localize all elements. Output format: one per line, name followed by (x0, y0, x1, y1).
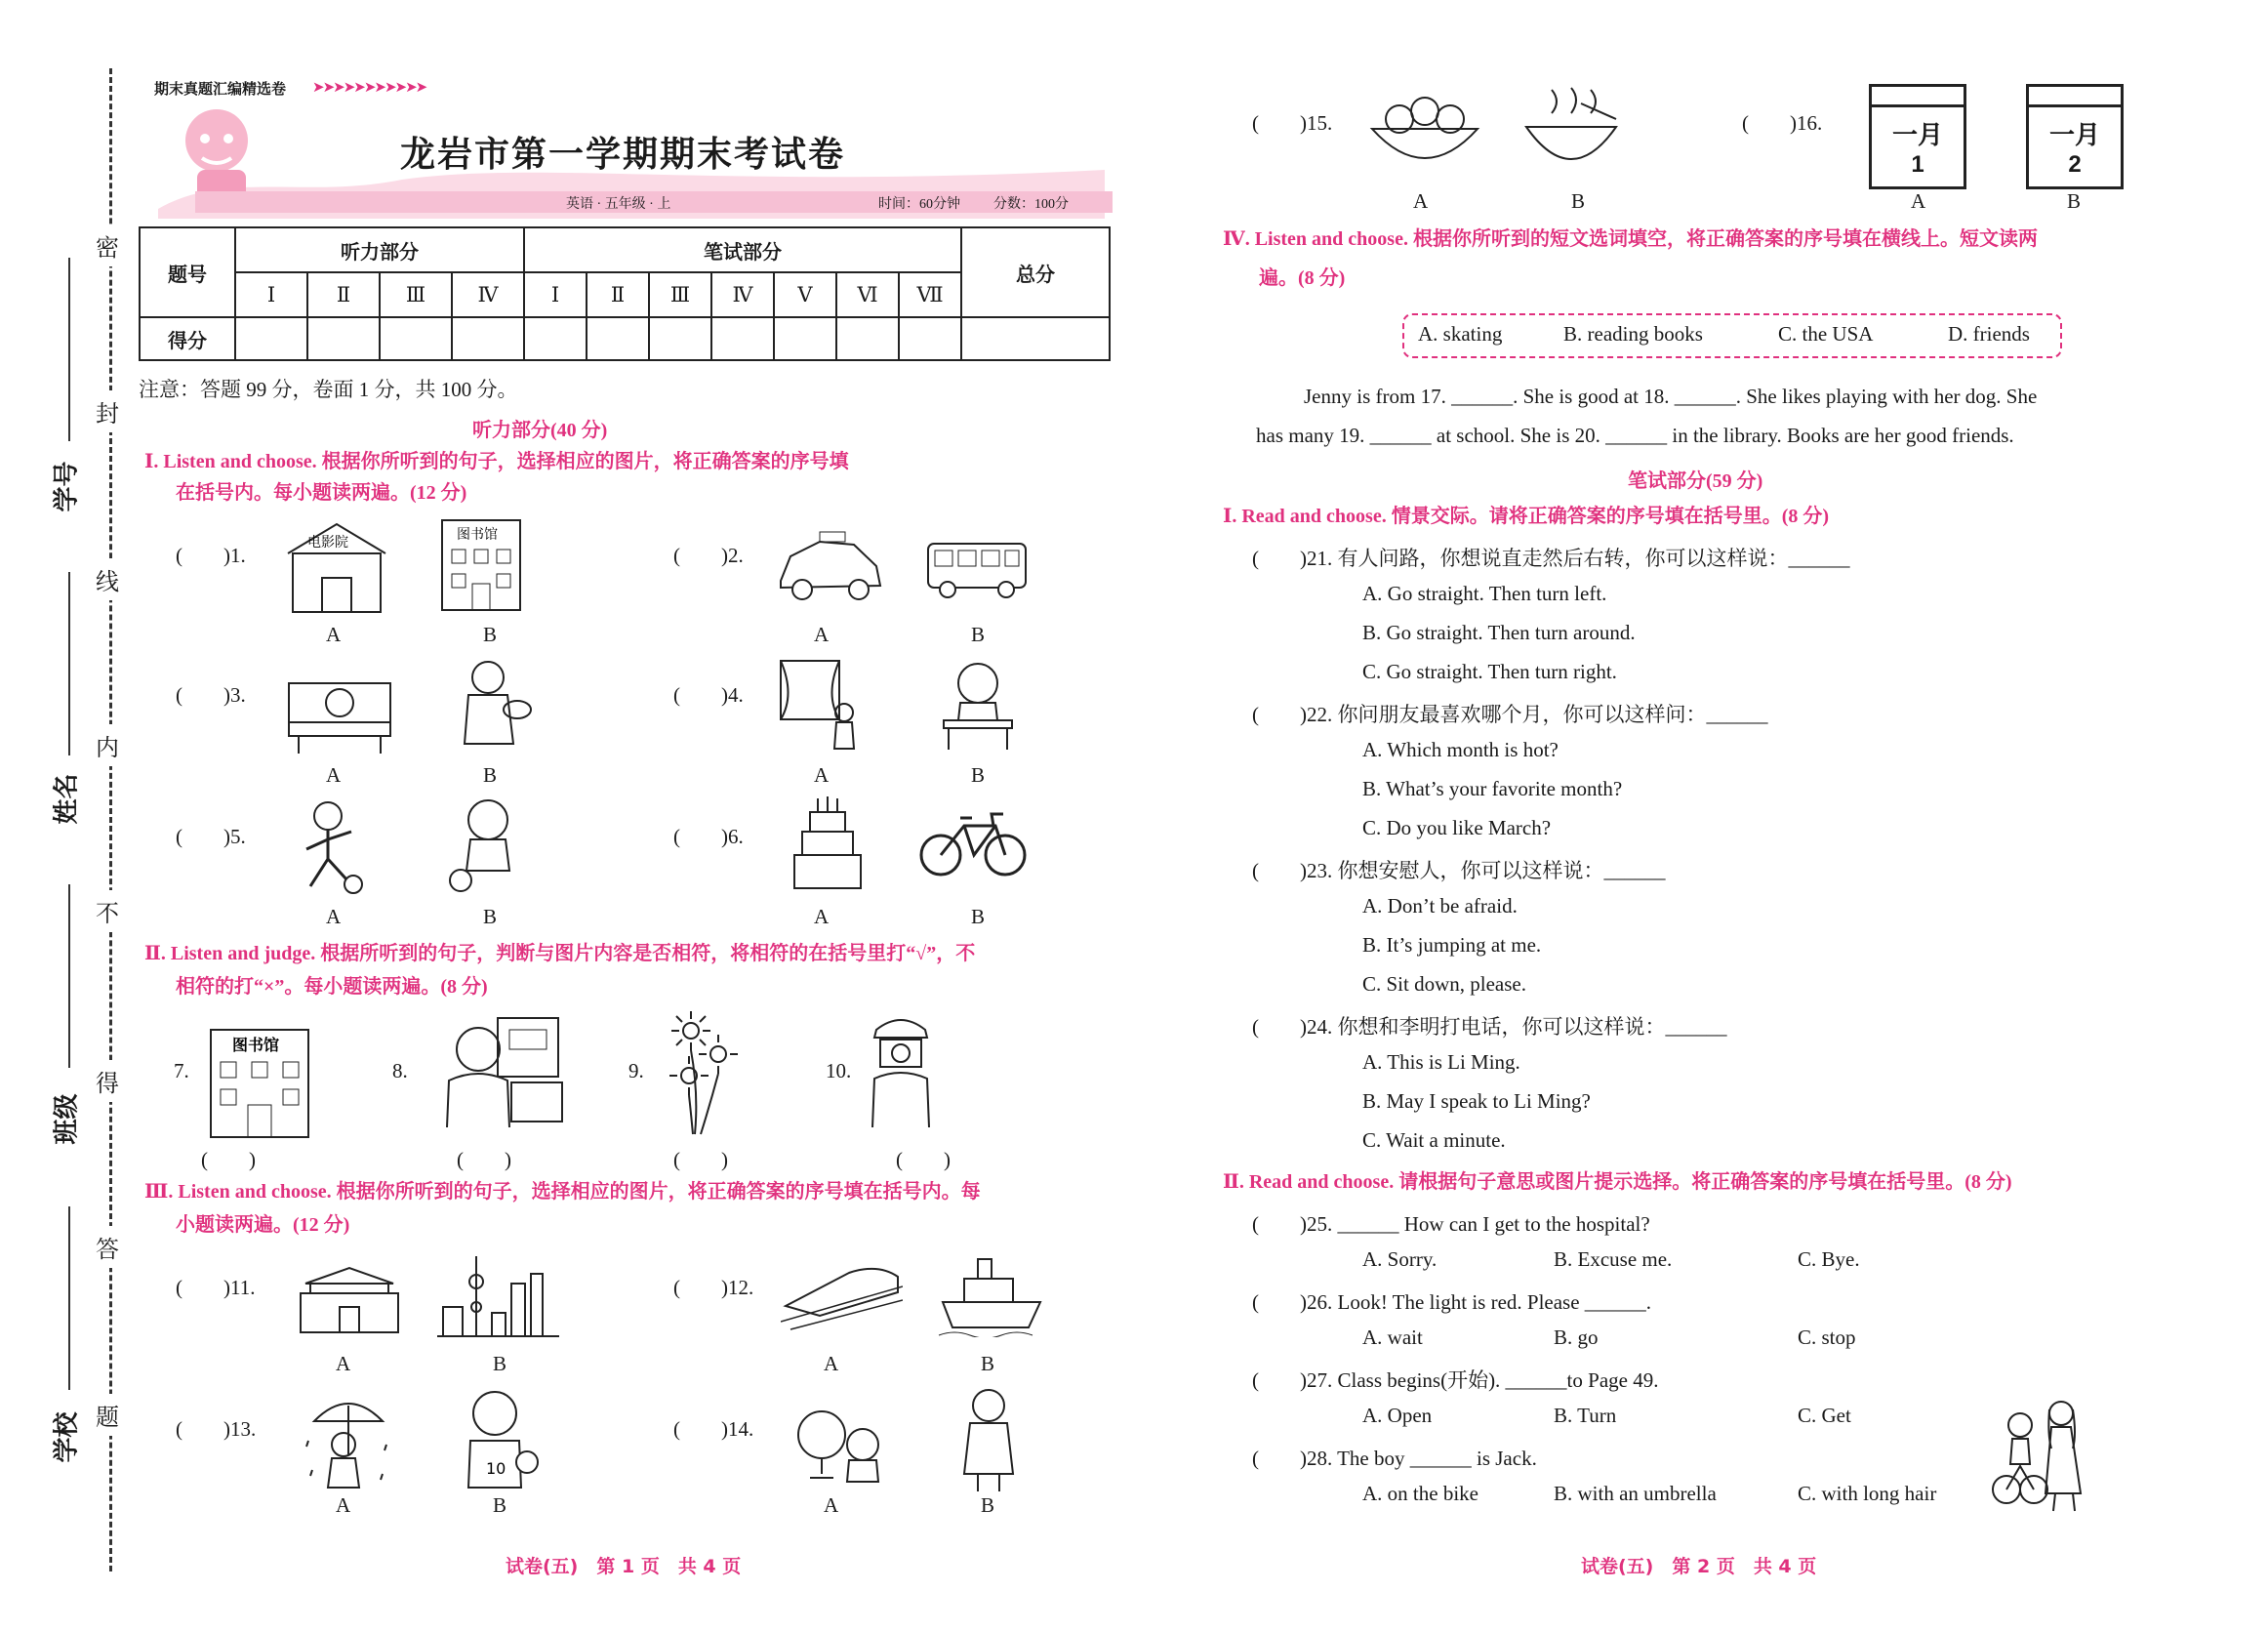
total-header: 总分 (961, 227, 1110, 317)
writing-header: 笔试部分 (524, 227, 961, 272)
judge-item-10: 10. (826, 1059, 852, 1082)
school-label: 学校 (52, 1411, 81, 1463)
question-27[interactable]: ( )27. Class begins(开始). ______to Page 49. (1252, 1368, 1659, 1392)
boy-basketball-icon (441, 796, 539, 894)
answer-bracket-13[interactable]: ( )13. (176, 1417, 257, 1441)
answer-bracket-4[interactable]: ( )4. (673, 683, 744, 707)
choice[interactable]: A. This is Li Ming. (1362, 1050, 1520, 1074)
option-label-b: B (483, 763, 498, 787)
train-icon (781, 1257, 903, 1330)
choice[interactable]: A. Go straight. Then turn left. (1362, 582, 1607, 605)
calendar-day: 1 (1911, 151, 1924, 178)
seal-char: 题 (96, 1394, 119, 1436)
piano-icon (281, 664, 398, 756)
exam-title: 龙岩市第一学期期末考试卷 (400, 135, 846, 175)
listening-header: 听力部分 (235, 227, 524, 272)
option-label-b: B (971, 623, 986, 646)
library-building-icon (201, 1025, 318, 1142)
calendar-month: 一月 (2048, 120, 2100, 149)
seal-char: 答 (96, 1226, 119, 1268)
option-label-b: B (493, 1352, 507, 1375)
score-cell[interactable] (836, 317, 899, 360)
boy-at-desk-icon (939, 656, 1017, 754)
option-label-a: A (336, 1493, 351, 1517)
seal-char: 封 (96, 390, 119, 432)
writing-section-1-instruction: Ⅰ. Read and choose. 情景交际。请将正确答案的序号填在括号里。(8 分) (1223, 506, 1830, 527)
seal-char: 不 (96, 890, 119, 932)
svg-text:10: 10 (486, 1459, 506, 1478)
choice[interactable]: C. stop (1798, 1326, 1856, 1349)
section-2-instruction: Ⅱ. Listen and judge. 根据所听到的句子，判断与图片内容是否相符，将相符的在括号里打“√”，不 (144, 943, 976, 964)
score-cell[interactable] (307, 317, 380, 360)
option-label-b: B (1571, 189, 1586, 213)
question-28[interactable]: ( )28. The boy ______ is Jack. (1252, 1447, 1537, 1470)
option-label-a: A (336, 1352, 351, 1375)
judge-bracket-10[interactable]: ( ) (896, 1148, 951, 1171)
choice[interactable]: B. go (1554, 1326, 1599, 1349)
row-label-score: 得分 (140, 317, 235, 360)
girl-standing-icon (954, 1386, 1023, 1493)
word-bank-option: A. skating (1418, 322, 1503, 346)
name-label: 姓名 (52, 773, 81, 825)
score-cell[interactable] (649, 317, 711, 360)
choice[interactable]: C. Get (1798, 1404, 1851, 1427)
choice[interactable]: B. What’s your favorite month? (1362, 777, 1623, 800)
boy-football-icon (293, 798, 371, 896)
answer-bracket-12[interactable]: ( )12. (673, 1276, 754, 1299)
choice[interactable]: A. on the bike (1362, 1482, 1478, 1505)
question-22[interactable]: ( )22. 你问朋友最喜欢哪个月，你可以这样问：______ (1252, 703, 1768, 726)
passage-line-1: Jenny is from 17. ______. She is good at 18. ______. She likes playing with her dog. She (1304, 385, 2038, 408)
option-label-b: B (971, 763, 986, 787)
choice[interactable]: C. Do you like March? (1362, 816, 1552, 839)
word-bank-option: C. the USA (1778, 322, 1874, 346)
score-cell[interactable] (587, 317, 649, 360)
option-label-a: A (824, 1493, 839, 1517)
answer-bracket-14[interactable]: ( )14. (673, 1417, 754, 1441)
choice[interactable]: A. Don’t be afraid. (1362, 894, 1518, 918)
choice[interactable]: A. wait (1362, 1326, 1423, 1349)
choice[interactable]: B. It’s jumping at me. (1362, 933, 1542, 957)
bicycle-icon (917, 804, 1030, 882)
judge-item-7: 7. (174, 1059, 189, 1082)
score-cell[interactable] (774, 317, 836, 360)
subject-info: 英语 · 五年级 · 上 (566, 197, 671, 212)
col-header: Ⅳ (452, 272, 524, 317)
answer-bracket-11[interactable]: ( )11. (176, 1276, 256, 1299)
fan-and-girl-icon (792, 1406, 890, 1484)
girl-violin-icon (451, 656, 539, 754)
section-4-instruction-cont: 遍。(8 分) (1259, 267, 1346, 289)
score-cell[interactable] (524, 317, 587, 360)
section-4-instruction: Ⅳ. Listen and choose. 根据你所听到的短文选词填空，将正确答案的序号填在横线上。短文读两 (1223, 228, 2038, 250)
col-header: Ⅳ (711, 272, 774, 317)
class-label: 班级 (52, 1093, 81, 1145)
col-header: Ⅶ (899, 272, 961, 317)
cinema-sign-text: 电影院 (307, 535, 348, 551)
section-1-instruction-cont: 在括号内。每小题读两遍。(12 分) (176, 482, 467, 504)
library-building-sign-text: 图书馆 (232, 1036, 280, 1054)
series-tag: 期末真题汇编精选卷 (154, 81, 287, 98)
word-bank-option: B. reading books (1563, 322, 1703, 346)
seal-char: 线 (96, 558, 119, 600)
option-label-b: B (981, 1493, 995, 1517)
choice[interactable]: C. Go straight. Then turn right. (1362, 660, 1617, 683)
stage-child-icon (776, 656, 873, 754)
seal-char: 内 (96, 724, 119, 766)
answer-bracket-2[interactable]: ( )2. (673, 544, 744, 567)
choice[interactable]: C. Wait a minute. (1362, 1128, 1506, 1152)
question-26[interactable]: ( )26. Look! The light is red. Please ______. (1252, 1290, 1652, 1314)
listening-title: 听力部分(40 分) (472, 420, 608, 441)
col-header: Ⅰ (235, 272, 307, 317)
score-cell[interactable] (235, 317, 307, 360)
judge-bracket-9[interactable]: ( ) (673, 1148, 728, 1171)
taxi-icon (771, 527, 888, 605)
person-camera-icon (857, 1010, 945, 1132)
section-1-instruction: Ⅰ. Listen and choose. 根据你所听到的句子，选择相应的图片，将正确答案的序号填 (144, 451, 849, 472)
score-info: 分数：100分 (993, 197, 1069, 212)
ship-icon (935, 1249, 1047, 1337)
judge-item-8: 8. (392, 1059, 408, 1082)
kid-mascot-icon (185, 109, 248, 204)
score-note: 注意：答题 99 分，卷面 1 分，共 100 分。 (139, 378, 518, 401)
score-cell[interactable] (961, 317, 1110, 360)
class-line (68, 884, 70, 1068)
option-label-a: A (326, 905, 342, 928)
cinema-icon (283, 519, 390, 617)
calendar-jan-2 (2026, 84, 2124, 189)
option-label-a: A (1911, 189, 1926, 213)
col-header: Ⅱ (307, 272, 380, 317)
calendar-jan-1 (1869, 84, 1966, 189)
option-label-b: B (2067, 189, 2082, 213)
question-21[interactable]: ( )21. 有人问路，你想说直走然后右转，你可以这样说：______ (1252, 547, 1850, 570)
section-2-instruction-cont: 相符的打“×”。每小题读两遍。(8 分) (176, 976, 488, 998)
col-header: Ⅵ (836, 272, 899, 317)
student-id-line (68, 258, 70, 441)
choice[interactable]: B. Go straight. Then turn around. (1362, 621, 1636, 644)
answer-bracket-5[interactable]: ( )5. (176, 825, 246, 848)
writing-section-2-instruction: Ⅱ. Read and choose. 请根据句子意思或图片提示选择。将正确答案的序号填在括号里。(8 分) (1223, 1171, 2012, 1193)
col-header: Ⅴ (774, 272, 836, 317)
name-line (68, 572, 70, 755)
writing-title: 笔试部分(59 分) (1628, 470, 1763, 492)
answer-bracket-1[interactable]: ( )1. (176, 544, 246, 567)
option-label-a: A (824, 1352, 839, 1375)
option-label-b: B (493, 1493, 507, 1517)
option-label-b: B (483, 623, 498, 646)
option-label-a: A (326, 763, 342, 787)
choice[interactable]: A. Open (1362, 1404, 1433, 1427)
score-cell[interactable] (899, 317, 961, 360)
page-footer-left: 试卷(五) 第 1 页 共 4 页 (506, 1556, 742, 1577)
noodle-bowl-icon (1522, 84, 1620, 172)
basketball-player-icon (451, 1386, 539, 1493)
col-header: Ⅱ (587, 272, 649, 317)
score-cell[interactable] (380, 317, 452, 360)
option-label-a: A (814, 905, 830, 928)
choice[interactable]: B. May I speak to Li Ming? (1362, 1089, 1591, 1113)
choice[interactable]: C. Sit down, please. (1362, 972, 1526, 996)
question-23[interactable]: ( )23. 你想安慰人，你可以这样说：______ (1252, 859, 1666, 882)
judge-bracket-7[interactable]: ( ) (201, 1148, 256, 1171)
choice[interactable]: C. Bye. (1798, 1247, 1860, 1271)
judge-item-9: 9. (628, 1059, 644, 1082)
option-label-b: B (981, 1352, 995, 1375)
choice[interactable]: C. with long hair (1798, 1482, 1937, 1505)
option-label-b: B (483, 905, 498, 928)
calendar-month: 一月 (1891, 120, 1943, 149)
page-footer-right: 试卷(五) 第 2 页 共 4 页 (1581, 1556, 1817, 1577)
option-label-a: A (814, 623, 830, 646)
seal-char: 密 (96, 224, 119, 266)
answer-bracket-15[interactable]: ( )15. (1252, 111, 1333, 135)
birthday-cake-icon (789, 793, 867, 894)
score-cell[interactable] (711, 317, 774, 360)
col-header: Ⅲ (380, 272, 452, 317)
choice[interactable]: B. Turn (1554, 1404, 1617, 1427)
seal-char: 得 (96, 1060, 119, 1102)
choice[interactable]: A. Which month is hot? (1362, 738, 1559, 761)
calendar-day: 2 (2068, 151, 2082, 178)
section-3-instruction: Ⅲ. Listen and choose. 根据你所听到的句子，选择相应的图片，将正确答案的序号填在括号内。每 (144, 1181, 981, 1203)
choice[interactable]: B. with an umbrella (1554, 1482, 1717, 1505)
option-label-a: A (1413, 189, 1429, 213)
answer-bracket-6[interactable]: ( )6. (673, 825, 744, 848)
answer-bracket-16[interactable]: ( )16. (1742, 111, 1823, 135)
judge-bracket-8[interactable]: ( ) (457, 1148, 511, 1171)
question-24[interactable]: ( )24. 你想和李明打电话，你可以这样说：______ (1252, 1015, 1727, 1039)
series-arrows: ➤➤➤➤➤➤➤➤➤➤➤ (312, 80, 426, 96)
passage-line-2: has many 19. ______ at school. She is 20. ______ in the library. Books are her good friends. (1256, 424, 2014, 447)
shanghai-skyline-icon (437, 1254, 559, 1340)
bus-icon (923, 539, 1031, 602)
school-line (68, 1206, 70, 1390)
choice[interactable]: B. Excuse me. (1554, 1247, 1673, 1271)
option-label-b: B (971, 905, 986, 928)
question-25[interactable]: ( )25. ______ How can I get to the hospital? (1252, 1212, 1650, 1236)
row-label-number: 题号 (140, 227, 235, 317)
student-id-label: 学号 (52, 461, 81, 512)
word-bank-option: D. friends (1948, 322, 2030, 346)
boy-bike-woman-icon (1991, 1396, 2088, 1513)
person-computer-icon (429, 1010, 566, 1132)
child-umbrella-icon (304, 1386, 392, 1493)
col-header: Ⅲ (649, 272, 711, 317)
binding-dashed-line (109, 68, 112, 1571)
score-cell[interactable] (452, 317, 524, 360)
flowers-icon (656, 1005, 753, 1137)
tiananmen-icon (291, 1264, 408, 1337)
choice[interactable]: A. Sorry. (1362, 1247, 1438, 1271)
option-label-a: A (814, 763, 830, 787)
option-label-a: A (326, 623, 342, 646)
library-icon (437, 515, 525, 613)
score-table (139, 226, 1111, 361)
col-header: Ⅰ (524, 272, 587, 317)
fruit-bowl-icon (1366, 90, 1483, 178)
library-sign-text: 图书馆 (457, 527, 498, 543)
section-3-instruction-cont: 小题读两遍。(12 分) (176, 1214, 350, 1236)
time-info: 时间：60分钟 (878, 197, 960, 212)
answer-bracket-3[interactable]: ( )3. (176, 683, 246, 707)
